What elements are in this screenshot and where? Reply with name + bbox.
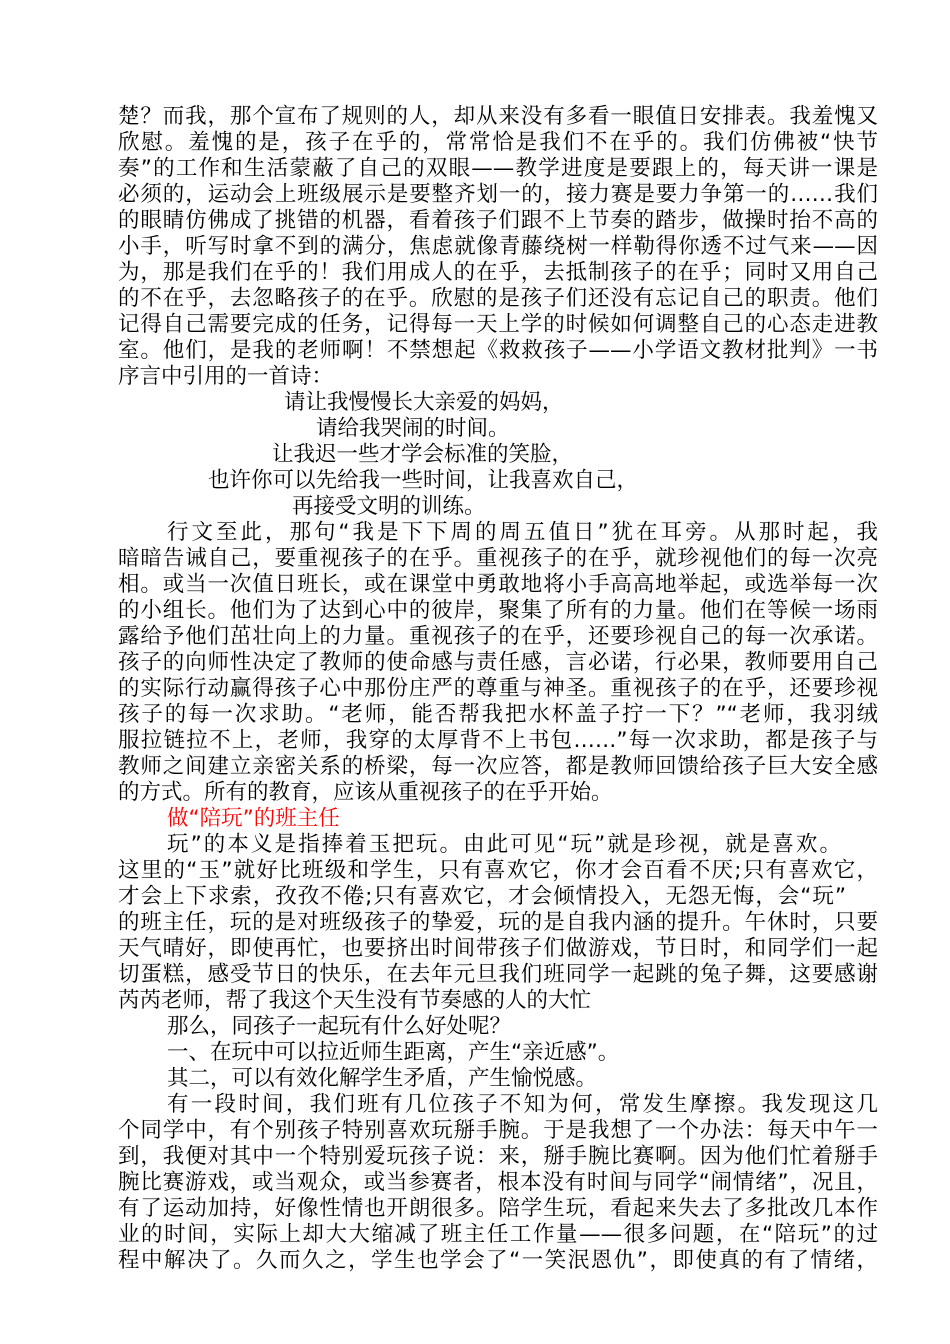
paragraph-line: 其二，可以有效化解学生矛盾，产生愉悦感。 — [167, 1066, 598, 1091]
paragraph-line: 的班主任，玩的是对班级孩子的挚爱，玩的是自我内涵的提升。午休时，只要 — [118, 910, 878, 935]
section-heading: 做“陪玩”的班主任 — [167, 806, 340, 831]
paragraph-line: 奏”的工作和生活蒙蔽了自己的双眼——教学进度是要跟上的，每天讲一课是 — [118, 156, 878, 181]
paragraph-line: 那么，同孩子一起玩有什么好处呢？ — [167, 1014, 512, 1039]
paragraph-line: 教师之间建立亲密关系的桥梁，每一次应答，都是教师回馈给孩子巨大安全感 — [118, 754, 878, 779]
paragraph-line: 室。他们，是我的老师啊！不禁想起《救救孩子——小学语文教材批判》一书 — [118, 338, 878, 363]
paragraph-line: 天气晴好，即使再忙，也要挤出时间带孩子们做游戏，节日时，和同学们一起 — [118, 936, 878, 961]
paragraph-line: 记得自己需要完成的任务，记得每一天上学的时候如何调整自己的心态走进教 — [118, 312, 878, 337]
paragraph-line: 玩”的本义是指捧着玉把玩。由此可见“玩”就是珍视，就是喜欢。 — [167, 832, 841, 857]
paragraph-line: 个同学中，有个别孩子特别喜欢玩掰手腕。于是我想了一个办法：每天中午一 — [118, 1118, 878, 1143]
paragraph-line: 序言中引用的一首诗： — [118, 364, 334, 389]
paragraph-line: 这里的“玉”就好比班级和学生，只有喜欢它，你才会百看不厌;只有喜欢它， — [118, 858, 878, 883]
paragraph-line: 楚？而我，那个宣布了规则的人，却从来没有多看一眼值日安排表。我羞愧又 — [118, 104, 878, 129]
paragraph-line: 一、在玩中可以拉近师生距离，产生“亲近感”。 — [167, 1040, 620, 1065]
paragraph-line: 芮芮老师，帮了我这个天生没有节奏感的人的大忙 — [118, 988, 592, 1013]
paragraph-line: 程中解决了。久而久之，学生也学会了“一笑泯恩仇”，即使真的有了情绪， — [118, 1248, 878, 1273]
paragraph-line: 腕比赛游戏，或当观众，或当参赛者，根本没有时间与同学“闹情绪”，况且， — [118, 1170, 878, 1195]
paragraph-line: 业的时间，实际上却大大缩减了班主任工作量——很多问题，在“陪玩”的过 — [118, 1222, 878, 1247]
paragraph-line: 的小组长。他们为了达到心中的彼岸，聚集了所有的力量。他们在等候一场雨 — [118, 598, 878, 623]
paragraph-line: 欣慰。羞愧的是，孩子在乎的，常常恰是我们不在乎的。我们仿佛被“快节 — [118, 130, 878, 155]
poem-line: 再接受文明的训练。 — [292, 494, 486, 519]
paragraph-line: 孩子的向师性决定了教师的使命感与责任感，言必诺，行必果，教师要用自己 — [118, 650, 878, 675]
paragraph-line: 的实际行动赢得孩子心中那份庄严的尊重与神圣。重视孩子的在乎，还要珍视 — [118, 676, 878, 701]
paragraph-line: 的方式。所有的教育，应该从重视孩子的在乎开始。 — [118, 780, 613, 805]
paragraph-line: 有一段时间，我们班有几位孩子不知为何，常发生摩擦。我发现这几 — [167, 1092, 878, 1117]
poem-line: 让我迟一些才学会标准的笑脸， — [272, 442, 574, 467]
paragraph-line: 有了运动加持，好像性情也开朗很多。陪学生玩，看起来失去了多批改几本作 — [118, 1196, 878, 1221]
paragraph-line: 才会上下求索，孜孜不倦;只有喜欢它，才会倾情投入，无怨无悔，会“玩” — [118, 884, 846, 909]
paragraph-line: 服拉链拉不上，老师，我穿的太厚背不上书包……”每一次求助，都是孩子与 — [118, 728, 878, 753]
poem-line: 也许你可以先给我一些时间，让我喜欢自己， — [208, 468, 639, 493]
paragraph-line: 为，那是我们在乎的！我们用成人的在乎，去抵制孩子的在乎；同时又用自己 — [118, 260, 878, 285]
paragraph-line: 行文至此，那句“我是下下周的周五值日”犹在耳旁。从那时起，我 — [167, 520, 878, 545]
paragraph-line: 孩子的每一次求助。“老师，能否帮我把水杯盖子拧一下？”“老师，我羽绒 — [118, 702, 878, 727]
paragraph-line: 的不在乎，去忽略孩子的在乎。欣慰的是孩子们还没有忘记自己的职责。他们 — [118, 286, 878, 311]
poem-line: 请给我哭闹的时间。 — [316, 416, 510, 441]
paragraph-line: 相。或当一次值日班长，或在课堂中勇敢地将小手高高地举起，或选举每一次 — [118, 572, 878, 597]
poem-line: 请让我慢慢长大亲爱的妈妈， — [284, 390, 564, 415]
paragraph-line: 的眼睛仿佛成了挑错的机器，看着孩子们跟不上节奏的踏步，做操时抬不高的 — [118, 208, 878, 233]
paragraph-line: 必须的，运动会上班级展示是要整齐划一的，接力赛是要力争第一的……我们 — [118, 182, 878, 207]
paragraph-line: 切蛋糕，感受节日的快乐，在去年元旦我们班同学一起跳的兔子舞，这要感谢 — [118, 962, 878, 987]
paragraph-line: 小手，听写时拿不到的满分，焦虑就像青藤绕树一样勒得你透不过气来——因 — [118, 234, 878, 259]
paragraph-line: 暗暗告诫自己，要重视孩子的在乎。重视孩子的在乎，就珍视他们的每一次亮 — [118, 546, 878, 571]
paragraph-line: 露给予他们茁壮向上的力量。重视孩子的在乎，还要珍视自己的每一次承诺。 — [118, 624, 878, 649]
paragraph-line: 到，我便对其中一个特别爱玩孩子说：来，掰手腕比赛啊。因为他们忙着掰手 — [118, 1144, 878, 1169]
